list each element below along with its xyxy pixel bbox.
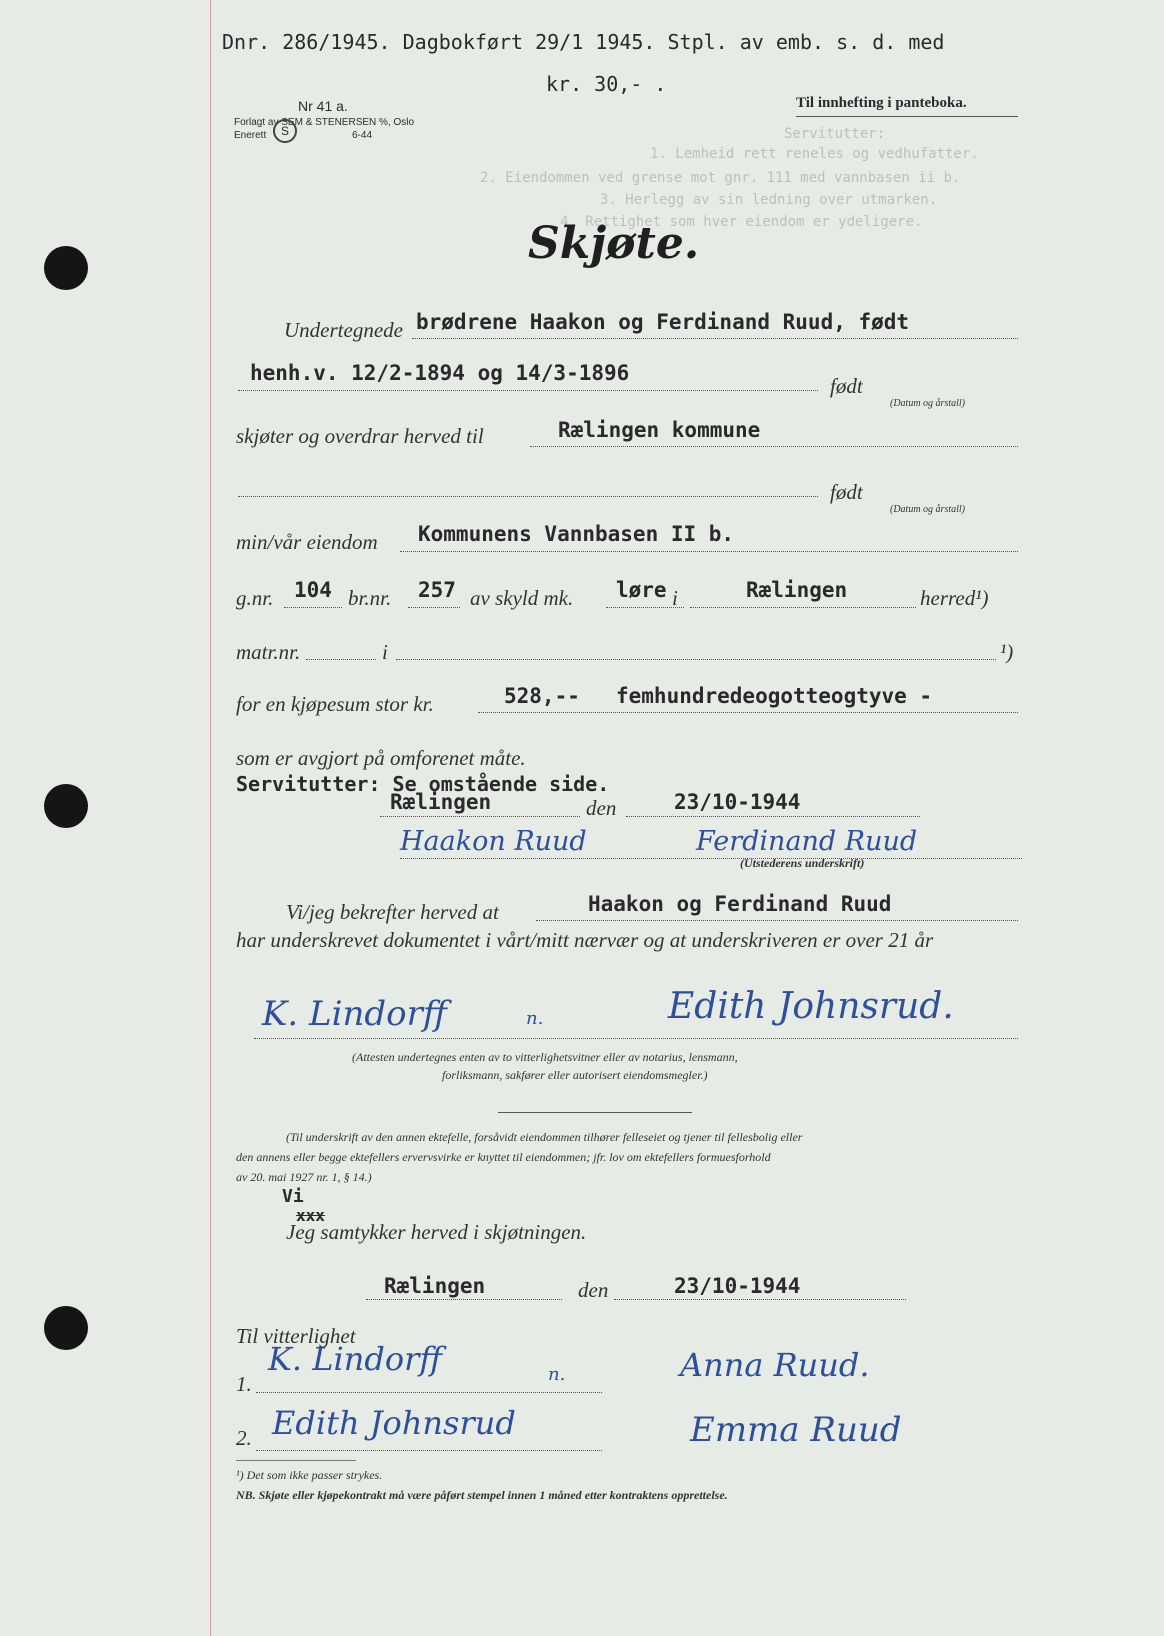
brnr-value: 257 — [418, 578, 456, 602]
separator-rule — [498, 1112, 692, 1113]
document-title: Skjøte. — [528, 218, 700, 269]
dotted-line — [606, 607, 684, 608]
til-innhefting-label: Til innhefting i panteboka. — [796, 95, 967, 111]
signature-johnsrud: Edith Johnsrud. — [668, 986, 954, 1027]
publisher-logo: S — [273, 119, 297, 143]
matr-end: ¹) — [1000, 640, 1014, 664]
fodt-label: født — [830, 374, 863, 398]
edition: 6-44 — [352, 130, 373, 141]
gnr-label: g.nr. — [236, 586, 274, 610]
spouse-signature-anna: Anna Ruud. — [680, 1346, 870, 1384]
undertegnede-value: brødrene Haakon og Ferdinand Ruud, født — [416, 310, 910, 334]
kjopesum-words: femhundredeogotteogtyve - — [616, 684, 933, 708]
signature-lindorff-suffix: n. — [526, 1008, 544, 1029]
dotted-line — [396, 659, 996, 660]
dotted-line — [614, 1299, 906, 1300]
witness-1-suffix: n. — [548, 1364, 566, 1385]
bleed-through-text: 1. Lemheid rett reneles og vedhufatter. — [650, 146, 979, 162]
herred-value: Rælingen — [746, 578, 848, 602]
underskrevet-text: har underskrevet dokumentet i vårt/mitt nærvær og at underskriveren er over 21 år — [236, 928, 934, 952]
skjoter-label: skjøter og overdrar herved til — [236, 424, 484, 448]
dotted-line — [400, 551, 1018, 552]
i-label: i — [672, 586, 678, 610]
eiendom-label: min/vår eiendom — [236, 530, 378, 554]
place-2: Rælingen — [384, 1274, 486, 1298]
witness-2-number: 2. — [236, 1426, 252, 1450]
den-1-label: den — [586, 796, 617, 820]
fodt2-label: født — [830, 480, 863, 504]
skyld-value: løre — [616, 578, 667, 602]
avgjort-text: som er avgjort på omforenet måte. — [236, 746, 526, 770]
margin-line — [210, 0, 211, 1636]
bleed-through-text: 2. Eiendommen ved grense mot gnr. 111 med vannbasen ii b. — [480, 170, 961, 186]
dotted-line — [626, 816, 920, 817]
herred-label: herred¹) — [920, 586, 989, 610]
servitutter-text: Servitutter: Se omstående side. — [236, 772, 610, 796]
dotted-line — [478, 712, 1018, 713]
spouse-signature-emma: Emma Ruud — [690, 1410, 902, 1450]
signature-ferdinand: Ferdinand Ruud — [696, 826, 918, 857]
samtykker-text: Jeg samtykker herved i skjøtningen. — [286, 1220, 587, 1244]
datum2-label: (Datum og årstall) — [890, 504, 965, 515]
bleed-through-text: Servitutter: — [784, 126, 886, 142]
dotted-line — [408, 607, 460, 608]
ektefelle-note-3: av 20. mai 1927 nr. 1, § 14.) — [236, 1170, 372, 1184]
skyld-label: av skyld mk. — [470, 586, 574, 610]
witness-1-signature: K. Lindorff — [268, 1340, 443, 1378]
dotted-line — [256, 1450, 602, 1451]
birth-dates-value: henh.v. 12/2-1894 og 14/3-1896 — [250, 361, 630, 385]
bekrefter-value: Haakon og Ferdinand Ruud — [588, 892, 892, 916]
punch-hole — [44, 784, 88, 828]
ektefelle-note-1: (Til underskrift av den annen ektefelle, forsåvidt eiendommen tilhører felleseiet og tjener til fellesbolig eller — [286, 1130, 803, 1144]
dotted-line — [530, 446, 1018, 447]
dotted-line — [254, 1038, 1018, 1039]
dotted-line — [238, 390, 818, 391]
footnote-rule — [236, 1460, 356, 1461]
til-vitterlighet-label: Til vitterlighet — [236, 1324, 356, 1348]
brnr-label: br.nr. — [348, 586, 392, 610]
kjopesum-value: 528,-- — [504, 684, 580, 708]
signature-lindorff: K. Lindorff — [262, 994, 447, 1034]
matr-label: matr.nr. — [236, 640, 301, 664]
dotted-line — [412, 338, 1018, 339]
registration-fee: kr. 30,- . — [546, 72, 667, 96]
dotted-line — [256, 1392, 602, 1393]
attesten-note-1: (Attesten undertegnes enten av to vitterlighetsvitner eller av notarius, lensmann, — [352, 1050, 738, 1064]
footnote-1: ¹) Det som ikke passer strykes. — [236, 1468, 383, 1482]
punch-hole — [44, 246, 88, 290]
bleed-through-text: 3. Herlegg av sin ledning over utmarken. — [600, 192, 938, 208]
til-innhefting-underline — [796, 116, 1018, 117]
punch-hole — [44, 1306, 88, 1350]
publisher: Forlagt av SEM & STENERSEN %, Oslo — [234, 117, 415, 128]
witness-1-number: 1. — [236, 1372, 252, 1396]
xxx-strike: xxx — [296, 1206, 325, 1225]
dotted-line — [536, 920, 1018, 921]
footnote-2: NB. Skjøte eller kjøpekontrakt må være påført stempel innen 1 måned etter kontraktens opprettelse. — [236, 1488, 728, 1502]
dotted-line — [400, 858, 1022, 859]
place-1: Rælingen — [390, 790, 492, 814]
den-2-label: den — [578, 1278, 609, 1302]
dotted-line — [380, 816, 580, 817]
form-number: Nr 41 a. — [298, 98, 348, 114]
date-1: 23/10-1944 — [674, 790, 801, 814]
gnr-value: 104 — [294, 578, 332, 602]
dotted-line — [366, 1299, 562, 1300]
undertegnede-label: Undertegnede — [284, 318, 403, 342]
matr-i-label: i — [382, 640, 388, 664]
attesten-note-2: forliksmann, sakfører eller autorisert eiendomsmegler.) — [442, 1068, 708, 1082]
skjoter-value: Rælingen kommune — [558, 418, 761, 442]
kjopesum-label: for en kjøpesum stor kr. — [236, 692, 434, 716]
datum-label: (Datum og årstall) — [890, 398, 965, 409]
ektefelle-note-2: den annens eller begge ektefellers ervervsvirke er knyttet til eiendommen; jfr. lov om ektefellers formuesforhold — [236, 1150, 771, 1164]
signature-haakon: Haakon Ruud — [400, 826, 587, 857]
dotted-line — [690, 607, 916, 608]
dotted-line — [306, 659, 376, 660]
utsteder-label: (Utstederens underskrift) — [740, 856, 865, 870]
bekrefter-label: Vi/jeg bekrefter herved at — [286, 900, 499, 924]
bleed-through-text: 4. Rettighet som hver eiendom er ydeligere. — [560, 214, 923, 230]
date-2: 23/10-1944 — [674, 1274, 801, 1298]
dotted-line — [284, 607, 342, 608]
dotted-line — [238, 496, 818, 497]
vi-insert: Vi — [282, 1186, 304, 1207]
eiendom-value: Kommunens Vannbasen II b. — [418, 522, 735, 546]
enerett-label: Enerett — [234, 130, 267, 141]
witness-2-signature: Edith Johnsrud — [272, 1404, 516, 1442]
registration-line: Dnr. 286/1945. Dagbokført 29/1 1945. Stpl. av emb. s. d. med — [222, 30, 945, 54]
